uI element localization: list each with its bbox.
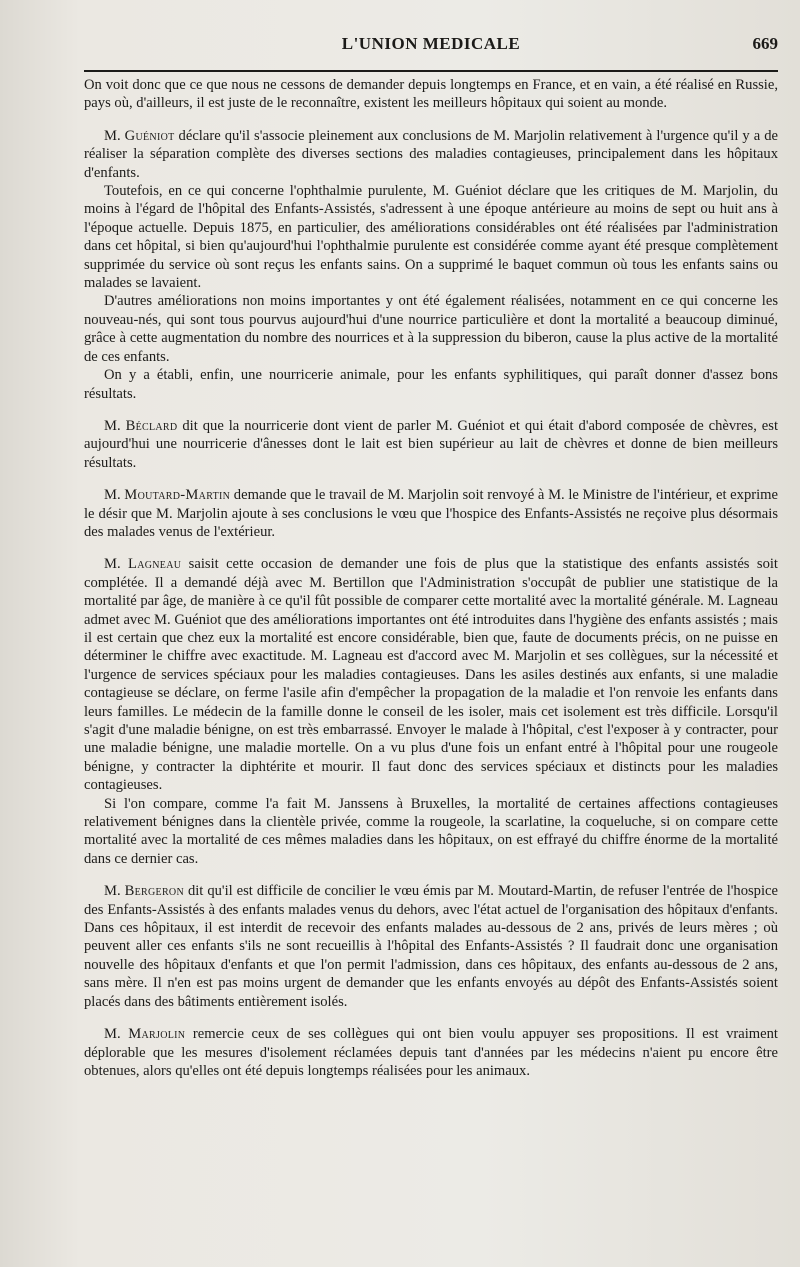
paragraph: [84, 795, 778, 869]
header-rule: [84, 70, 778, 72]
paragraph: M. Lagneau saisit cette occasion de demander une fois de plus que la statistique des enfants assistés soit complétée. Il a demandé déjà avec M. Bertillon que l'Administration s'occupât de publier une statistique de la mortalité par âge, de manière à ce qu'il fût possible de comparer cette mortalité avec la mortalité générale. M. Lagneau admet avec M. Guéniot que des améliorations importantes ont été introduites dans l'hygiène des enfants assistés ; mais il est certain que chez eux la mortalité est encore considérable, bien que, faute de documents précis, on ne puisse en déterminer le chiffre avec exactitude. M. Lagneau est d'accord avec M. Marjolin et ses collègues, sur la nécessité et l'urgence de services spéciaux pour les maladies contagieuses. Dans les asiles destinés aux enfants, si une maladie contagieuse se déclare, on ferme l'asile afin d'empêcher la propagation de la maladie et l'on renvoie les enfants dans leurs familles. Le médecin de la famille donne le conseil de les isoler, mais cet isolement est très difficile. Lorsqu'il s'agit d'une maladie bénigne, on est très embarrassé. Envoyer le malade à l'hôpital, c'est l'exposer à y contracter, pour une maladie bénigne, une maladie mortelle. On a vu plus d'une fois un enfant entré à l'hôpital pour une rougeole bénigne, y contracter la diphtérite et mourir. Il faut donc des services spéciaux et distincts pour les maladies contagieuses.: [84, 556, 778, 794]
paragraph-text: déclare qu'il s'associe pleinement aux conclusions de M. Marjolin relativement à l'urgence qu'il y a de réaliser la séparation complète des diverses sections des maladies contagieuses, principalement dans les hôpitaux d'enfants.: [84, 127, 778, 181]
paragraph-text: Si l'on compare, comme l'a fait M. Janssens à Bruxelles, la mortalité de certaines affections contagieuses relativement bénignes dans la clientèle privée, comme la rougeole, la scarlatine, la coqueluche, si on compare cette mortalité avec la mortalité de ces mêmes maladies dans les hôpitaux, on est effrayé du chiffre énorme de la mortalité dans ce dernier cas.: [84, 795, 778, 867]
paragraph: M. Guéniot déclare qu'il s'associe pleinement aux conclusions de M. Marjolin relativement à l'urgence qu'il y a de réaliser la séparation complète des diverses sections des maladies contagieuses, principalement dans les hôpitaux d'enfants.: [84, 127, 778, 181]
paragraph: [84, 76, 778, 113]
paragraph: M. Marjolin remercie ceux de ses collègues qui ont bien voulu appuyer ses propositions. Il est vraiment déplorable que les mesures d'isolement réclamées depuis tant d'années par les médecins n'aient pu encore être obtenues, alors qu'elles ont été depuis longtemps réalisées pour les animaux.: [84, 1026, 778, 1079]
paragraph-text: D'autres améliorations non moins importantes y ont été également réalisées, notamment en ce qui concerne les nouveau-nés, qui sont tous pourvus aujourd'hui d'une nourrice particulière et dont la mortalité a beaucoup diminué, grâce à cette augmentation du nombre des nourrices et à la suppression du biberon, cause la plus active de la mortalité de ces enfants.: [84, 293, 778, 365]
paragraph-text: On y a établi, enfin, une nourricerie animale, pour les enfants syphilitiques, qui paraît donner d'assez bons résultats.: [84, 367, 778, 402]
speaker-name: Béclard: [125, 417, 178, 434]
paragraph-text: dit que la nourricerie dont vient de parler M. Guéniot et qui était d'abord composée de chèvres, est aujourd'hui une nourricerie d'ânesses dont le lait est bien supérieur au lait de chèvres et donne de bien meilleurs résultats.: [84, 417, 778, 471]
article-body: [84, 76, 778, 1080]
paragraph-text: remercie ceux de ses collègues qui ont bien voulu appuyer ses propositions. Il est vraiment déplorable que les mesures d'isolement réclamées depuis tant d'années par les médecins n'aient pu encore être obtenues, alors qu'elles ont été depuis longtemps réalisées pour les animaux.: [84, 1026, 778, 1079]
paragraph-text: saisit cette occasion de demander une fois de plus que la statistique des enfants assistés soit complétée. Il a demandé déjà avec M. Bertillon que l'Administration s'occupât de publier une statistique de la mortalité par âge, de manière à ce qu'il fût possible de comparer cette mortalité avec la mortalité générale. M. Lagneau admet avec M. Guéniot que des améliorations importantes ont été introduites dans l'hygiène des enfants assistés ; mais il est certain que chez eux la mortalité est encore considérable, bien que, faute de documents précis, on ne puisse en déterminer le chiffre avec exactitude. M. Lagneau est d'accord avec M. Marjolin et ses collègues, sur la nécessité et l'urgence de services spéciaux pour les maladies contagieuses. Dans les asiles destinés aux enfants, si une maladie contagieuse se déclare, on ferme l'asile afin d'empêcher la propagation de la maladie et l'on renvoie les enfants dans leurs familles. Le médecin de la famille donne le conseil de les isoler, mais cet isolement est très difficile. Lorsqu'il s'agit d'une maladie bénigne, on est très embarrassé. Envoyer le malade à l'hôpital, c'est l'exposer à y contracter, pour une maladie bénigne, une maladie mortelle. On a vu plus d'une fois un enfant entré à l'hôpital pour une rougeole bénigne, y contracter la diphtérite et mourir. Il faut donc des services spéciaux et distincts pour les maladies contagieuses.: [84, 556, 778, 794]
speaker-name: Moutard-Martin: [124, 487, 231, 504]
speaker-name: Bergeron: [124, 883, 184, 900]
speaker-name: Marjolin: [128, 1026, 186, 1043]
speaker-name: Lagneau: [128, 556, 182, 573]
speaker-name: Guéniot: [124, 127, 175, 144]
running-title: L'UNION MEDICALE: [341, 34, 521, 53]
paragraph: [84, 366, 778, 403]
paragraph: M. Bergeron dit qu'il est difficile de concilier le vœu émis par M. Moutard-Martin, de refuser l'entrée de l'hospice des Enfants-Assistés à des enfants malades venus du dehors, avec l'état actuel de l'organisation des hôpitaux d'enfants. Dans ces hôpitaux, il est interdit de recevoir des enfants malades au-dessous de 2 ans, privés de leurs mères ; où peuvent aller ces enfants s'ils ne sont recueillis à l'hôpital des Enfants-Assistés ? Il faudrait donc une organisation nouvelle des hôpitaux d'enfants et que l'on permit l'admission, dans ces hôpitaux, des enfants au-dessous de 2 ans, sans mère. Il n'en est pas moins urgent de demander que les enfants envoyés au dépôt des Enfants-Assistés soient placés dans des bâtiments entièrement isolés.: [84, 883, 778, 1010]
paragraph: [84, 292, 778, 366]
paragraph-text: On voit donc que ce que nous ne cessons de demander depuis longtemps en France, et en vain, a été réalisé en Russie, pays où, d'ailleurs, il est juste de le reconnaître, existent les meilleurs hôpitaux qui soient au monde.: [84, 77, 778, 112]
paragraph: M. Béclard dit que la nourricerie dont vient de parler M. Guéniot et qui était d'abord composée de chèvres, est aujourd'hui une nourricerie d'ânesses dont le lait est bien supérieur au lait de chèvres et donne de bien meilleurs résultats.: [84, 417, 778, 471]
page-header: [84, 34, 778, 64]
paragraph-text: dit qu'il est difficile de concilier le vœu émis par M. Moutard-Martin, de refuser l'entrée de l'hospice des Enfants-Assistés à des enfants malades venus du dehors, avec l'état actuel de l'organisation des hôpitaux d'enfants. Dans ces hôpitaux, il est interdit de recevoir des enfants malades au-dessous de 2 ans, privés de leurs mères ; où peuvent aller ces enfants s'ils ne sont recueillis à l'hôpital des Enfants-Assistés ? Il faudrait donc une organisation nouvelle des hôpitaux d'enfants et que l'on permit l'admission, dans ces hôpitaux, des enfants au-dessous de 2 ans, sans mère. Il n'en est pas moins urgent de demander que les enfants envoyés au dépôt des Enfants-Assistés soient placés dans des bâtiments entièrement isolés.: [84, 883, 778, 1010]
paragraph: M. Moutard-Martin demande que le travail de M. Marjolin soit renvoyé à M. le Ministre de l'intérieur, et exprime le désir que M. Marjolin ajoute à ses conclusions le vœu que l'hospice des Enfants-Assistés ne reçoive plus désormais des malades venus de l'extérieur.: [84, 487, 778, 540]
paragraph-text: demande que le travail de M. Marjolin soit renvoyé à M. le Ministre de l'intérieur, et exprime le désir que M. Marjolin ajoute à ses conclusions le vœu que l'hospice des Enfants-Assistés ne reçoive plus désormais des malades venus de l'extérieur.: [84, 487, 778, 540]
page-number: 669: [752, 34, 778, 53]
paragraph-text: Toutefois, en ce qui concerne l'ophthalmie purulente, M. Guéniot déclare que les critiques de M. Marjolin, du moins à l'égard de l'hôpital des Enfants-Assistés, s'adressent à une époque antérieure au moins de sept ou huit ans à l'époque actuelle. Depuis 1875, en particulier, des améliorations considérables ont été réalisées par l'administration dans cet hôpital, si bien qu'aujourd'hui l'ophthalmie purulente est considérée comme ayant été presque complètement supprimée du service où sont reçus les enfants sains. On a supprimé le baquet commun où tous les enfants sains ou malades se lavaient.: [84, 183, 778, 292]
paragraph: [84, 182, 778, 292]
